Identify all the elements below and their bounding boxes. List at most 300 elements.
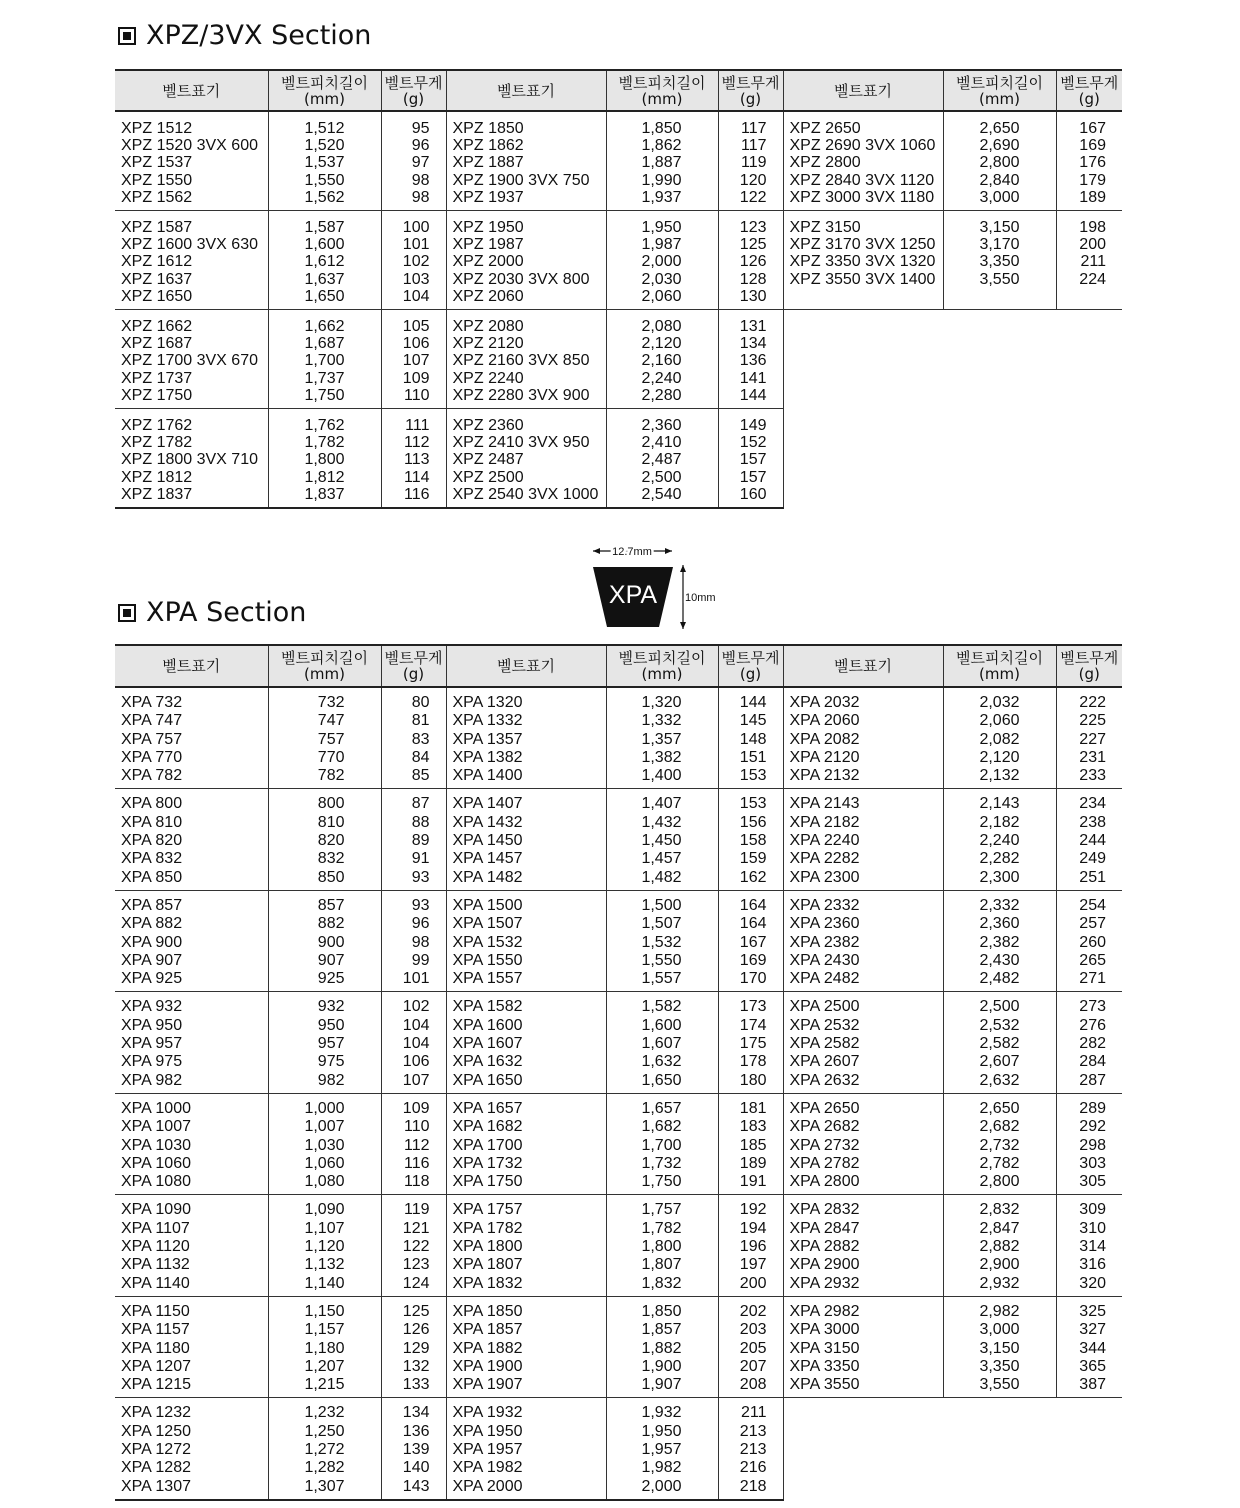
header-pitch-length — [943, 70, 1056, 111]
belt-name-cell — [446, 890, 606, 992]
belt-weight: 148 — [739, 730, 767, 748]
belt-weight: 102 — [402, 253, 430, 271]
pitch-length-cell — [606, 789, 718, 891]
belt-weight: 119 — [740, 154, 767, 172]
belt-name: XPZ 2240 — [452, 369, 524, 387]
pitch-length-cell — [606, 211, 718, 310]
belt-weight: 117 — [740, 137, 767, 155]
pitch-length: 1,457 — [641, 850, 682, 868]
belt-weight: 151 — [739, 748, 767, 766]
belt-name: XPZ 1800 3VX 710 — [121, 451, 258, 469]
belt-weight: 179 — [1079, 171, 1106, 189]
belt-name: XPA 1650 — [452, 1071, 523, 1089]
belt-weight: 251 — [1079, 868, 1106, 886]
belt-name: XPZ 1812 — [121, 468, 193, 486]
pitch-length: 3,000 — [979, 188, 1020, 206]
pitch-length: 2,540 — [641, 485, 682, 503]
belt-weight: 153 — [739, 767, 767, 785]
header-belt-weight-line1: 벨트무게 — [384, 73, 443, 92]
table-row-group — [115, 409, 1122, 509]
belt-name: XPA 1080 — [121, 1173, 191, 1191]
belt-weight: 276 — [1079, 1016, 1106, 1034]
pitch-length-cell — [268, 992, 381, 1094]
belt-name: XPA 1700 — [452, 1136, 523, 1154]
belt-name: XPA 1600 — [452, 1016, 523, 1034]
belt-name: XPA 2182 — [789, 813, 860, 831]
pitch-length: 2,500 — [979, 998, 1020, 1016]
table-row-group — [115, 992, 1122, 1094]
belt-weight: 116 — [403, 1154, 430, 1172]
belt-name: XPA 3350 — [789, 1357, 860, 1375]
belt-weight: 98 — [411, 933, 430, 951]
belt-name: XPA 2832 — [789, 1201, 860, 1219]
pitch-length: 800 — [317, 795, 345, 813]
pitch-length: 2,582 — [979, 1035, 1020, 1053]
belt-name: XPA 2143 — [789, 795, 860, 813]
belt-name: XPZ 2690 3VX 1060 — [789, 137, 936, 155]
belt-name: XPZ 3550 3VX 1400 — [789, 270, 936, 288]
belt-name: XPZ 2800 — [789, 154, 861, 172]
belt-weight: 106 — [402, 335, 430, 353]
belt-weight-cell — [381, 310, 446, 409]
pitch-length: 1,862 — [641, 137, 682, 155]
xpa-title-text: XPA Section — [146, 597, 307, 628]
belt-weight-cell — [1056, 687, 1122, 789]
belt-name: XPA 2082 — [789, 730, 860, 748]
belt-weight: 196 — [739, 1238, 767, 1256]
pitch-length: 2,500 — [641, 468, 682, 486]
pitch-length: 810 — [317, 813, 345, 831]
header-belt-weight-line1: 벨트무게 — [1060, 73, 1119, 92]
belt-weight-cell — [718, 111, 783, 211]
pitch-length: 782 — [317, 767, 345, 785]
belt-name-cell — [446, 310, 606, 409]
belt-name: XPZ 1562 — [121, 188, 193, 206]
belt-weight: 126 — [739, 253, 767, 271]
belt-weight: 344 — [1079, 1339, 1106, 1357]
pitch-length-cell — [268, 1398, 381, 1500]
pitch-length: 2,382 — [979, 933, 1020, 951]
belt-weight: 287 — [1079, 1071, 1106, 1089]
pitch-length-cell — [606, 1296, 718, 1398]
belt-weight: 325 — [1079, 1302, 1106, 1320]
pitch-length-cell — [943, 1093, 1056, 1195]
belt-name: XPA 1807 — [452, 1256, 523, 1274]
xpz-belt-table — [115, 69, 1122, 509]
belt-weight-cell — [718, 687, 783, 789]
xpz-section-title — [118, 20, 371, 51]
header-belt-weight-unit: (g) — [739, 89, 762, 108]
pitch-length: 1,637 — [304, 270, 345, 288]
belt-name: XPA 2060 — [789, 712, 860, 730]
belt-weight: 189 — [1079, 188, 1106, 206]
belt-weight: 305 — [1079, 1173, 1106, 1191]
belt-name: XPZ 1650 — [121, 287, 193, 305]
belt-name: XPA 1180 — [121, 1339, 190, 1357]
belt-name: XPZ 2540 3VX 1000 — [452, 485, 599, 503]
belt-name: XPA 975 — [121, 1053, 183, 1071]
pitch-length: 2,280 — [641, 386, 682, 404]
pitch-length: 900 — [317, 933, 345, 951]
header-belt-name: 벨트표기 — [783, 70, 943, 111]
pitch-length: 1,030 — [304, 1136, 345, 1154]
belt-weight-cell — [1056, 1296, 1122, 1398]
pitch-length: 1,207 — [304, 1357, 345, 1375]
pitch-length: 2,060 — [641, 287, 682, 305]
belt-weight: 116 — [403, 485, 430, 503]
belt-name-cell — [783, 890, 943, 992]
pitch-length-cell — [606, 1093, 718, 1195]
pitch-length: 1,532 — [641, 933, 682, 951]
belt-weight: 309 — [1079, 1201, 1106, 1219]
belt-name: XPA 1382 — [452, 748, 523, 766]
belt-name: XPA 1782 — [452, 1219, 523, 1237]
belt-weight: 125 — [739, 236, 767, 254]
header-pitch-length — [606, 70, 718, 111]
pitch-length: 1,762 — [304, 417, 345, 435]
belt-name: XPA 3000 — [789, 1321, 860, 1339]
belt-name: XPZ 3000 3VX 1180 — [789, 188, 935, 206]
belt-weight-cell — [1056, 1195, 1122, 1297]
header-belt-weight — [381, 645, 446, 687]
pitch-length-cell — [943, 1195, 1056, 1297]
belt-weight: 282 — [1079, 1035, 1106, 1053]
belt-weight: 112 — [403, 434, 430, 452]
belt-name-cell — [115, 1195, 268, 1297]
belt-weight: 167 — [739, 933, 767, 951]
belt-weight: 84 — [411, 748, 430, 766]
belt-weight: 197 — [739, 1256, 767, 1274]
header-belt-weight — [718, 70, 783, 111]
pitch-length: 1,150 — [304, 1302, 345, 1320]
empty-cell — [783, 310, 943, 409]
pitch-length: 1,000 — [304, 1099, 345, 1117]
belt-weight: 104 — [402, 287, 430, 305]
belt-name: XPA 1282 — [121, 1459, 191, 1477]
pitch-length: 2,832 — [979, 1201, 1020, 1219]
pitch-length: 3,150 — [979, 219, 1020, 237]
belt-name-cell — [446, 1296, 606, 1398]
belt-weight-cell — [381, 687, 446, 789]
belt-weight: 234 — [1079, 795, 1106, 813]
table-row-group — [115, 789, 1122, 891]
belt-weight: 101 — [402, 970, 430, 988]
table-row-group — [115, 1093, 1122, 1195]
belt-name: XPA 1482 — [452, 868, 523, 886]
belt-name: XPA 2120 — [789, 748, 860, 766]
belt-name: XPA 882 — [121, 915, 183, 933]
belt-name: XPZ 2487 — [452, 451, 524, 469]
belt-name: XPA 1090 — [121, 1201, 191, 1219]
belt-weight: 104 — [402, 1016, 430, 1034]
belt-weight: 97 — [411, 154, 430, 172]
belt-weight: 173 — [739, 998, 767, 1016]
header-pitch-length — [268, 645, 381, 687]
belt-weight: 109 — [402, 369, 430, 387]
belt-name: XPA 2650 — [789, 1099, 860, 1117]
pitch-length: 2,000 — [641, 253, 682, 271]
pitch-length: 950 — [317, 1016, 345, 1034]
pitch-length: 1,990 — [641, 171, 682, 189]
belt-name: XPA 932 — [121, 998, 183, 1016]
width-dimension-label: 12.7mm — [612, 546, 652, 558]
pitch-length: 1,700 — [641, 1136, 682, 1154]
belt-weight: 211 — [740, 1404, 767, 1422]
belt-weight: 162 — [739, 868, 767, 886]
pitch-length-cell — [268, 409, 381, 509]
belt-name: XPA 2582 — [789, 1035, 860, 1053]
belt-name: XPZ 1850 — [452, 120, 524, 137]
belt-name: XPA 1750 — [452, 1173, 523, 1191]
pitch-length: 2,282 — [979, 850, 1020, 868]
empty-cell — [943, 310, 1056, 409]
pitch-length: 3,150 — [979, 1339, 1020, 1357]
belt-name: XPA 1060 — [121, 1154, 191, 1172]
header-belt-weight — [1056, 645, 1122, 687]
belt-weight: 123 — [402, 1256, 430, 1274]
pitch-length: 1,537 — [304, 154, 345, 172]
belt-weight-cell — [1056, 789, 1122, 891]
empty-cell — [783, 409, 943, 509]
pitch-length: 982 — [317, 1071, 345, 1089]
pitch-length-cell — [268, 890, 381, 992]
belt-weight: 145 — [739, 712, 767, 730]
pitch-length: 1,800 — [641, 1238, 682, 1256]
belt-weight: 164 — [739, 896, 767, 914]
belt-name: XPZ 1512 — [121, 120, 193, 137]
belt-name: XPA 1857 — [452, 1321, 523, 1339]
table-row-group — [115, 111, 1122, 211]
belt-name-cell — [115, 687, 268, 789]
belt-name: XPA 2332 — [789, 896, 860, 914]
belt-name: XPZ 2410 3VX 950 — [452, 434, 590, 452]
belt-name: XPZ 1520 3VX 600 — [121, 137, 258, 155]
pitch-length: 2,840 — [979, 171, 1020, 189]
belt-name: XPA 1357 — [452, 730, 523, 748]
pitch-length: 1,520 — [304, 137, 345, 155]
belt-weight: 96 — [411, 915, 430, 933]
pitch-length: 1,750 — [304, 386, 345, 404]
pitch-length: 1,837 — [304, 485, 345, 503]
pitch-length: 975 — [317, 1053, 345, 1071]
header-belt-weight-unit: (g) — [1078, 89, 1100, 108]
belt-name: XPA 1215 — [121, 1376, 191, 1394]
pitch-length: 1,320 — [641, 694, 682, 711]
belt-name: XPA 3550 — [789, 1376, 860, 1394]
belt-weight: 216 — [739, 1459, 767, 1477]
pitch-length: 2,800 — [979, 1173, 1020, 1191]
belt-name: XPA 1432 — [452, 813, 523, 831]
belt-weight: 98 — [411, 188, 430, 206]
pitch-length: 1,687 — [304, 335, 345, 353]
belt-weight: 130 — [739, 287, 767, 305]
header-pitch-length-line1: 벨트피치길이 — [618, 649, 706, 667]
belt-weight: 167 — [1079, 120, 1106, 137]
belt-name: XPA 2240 — [789, 832, 860, 850]
belt-name: XPA 1907 — [452, 1376, 523, 1394]
header-pitch-length — [606, 645, 718, 687]
belt-weight: 80 — [411, 694, 430, 711]
belt-name: XPA 810 — [121, 813, 183, 831]
header-belt-weight-line1: 벨트무게 — [721, 73, 780, 92]
belt-name: XPA 1107 — [121, 1219, 190, 1237]
belt-weight: 213 — [739, 1422, 767, 1440]
belt-weight: 105 — [402, 318, 430, 336]
belt-name: XPA 1507 — [452, 915, 523, 933]
belt-name: XPA 950 — [121, 1016, 183, 1034]
belt-name: XPA 957 — [121, 1035, 183, 1053]
belt-name: XPZ 2280 3VX 900 — [452, 386, 590, 404]
belt-name: XPZ 1637 — [121, 270, 193, 288]
pitch-length: 1,612 — [304, 253, 345, 271]
belt-weight: 120 — [739, 171, 767, 189]
belt-name: XPA 1682 — [452, 1118, 523, 1136]
belt-weight: 213 — [739, 1441, 767, 1459]
belt-weight: 157 — [739, 468, 767, 486]
empty-cell — [1056, 1398, 1122, 1500]
pitch-length-cell — [606, 111, 718, 211]
belt-weight: 327 — [1079, 1321, 1106, 1339]
pitch-length: 2,982 — [979, 1302, 1020, 1320]
belt-weight: 227 — [1079, 730, 1106, 748]
pitch-length-cell — [268, 687, 381, 789]
pitch-length: 1,557 — [641, 970, 682, 988]
belt-weight: 93 — [411, 896, 430, 914]
belt-name: XPA 1000 — [121, 1099, 191, 1117]
belt-name: XPZ 1782 — [121, 434, 193, 452]
pitch-length-cell — [943, 890, 1056, 992]
pitch-length: 1,357 — [641, 730, 682, 748]
belt-weight-cell — [1056, 211, 1122, 310]
belt-weight-cell — [718, 1398, 783, 1500]
belt-weight: 140 — [402, 1459, 430, 1477]
pitch-length: 2,000 — [641, 1477, 682, 1495]
belt-name: XPA 782 — [121, 767, 183, 785]
belt-name: XPA 2430 — [789, 951, 860, 969]
belt-name-cell — [115, 890, 268, 992]
belt-weight: 134 — [402, 1404, 430, 1422]
belt-name: XPA 1582 — [452, 998, 523, 1016]
belt-name: XPA 1140 — [121, 1274, 190, 1292]
pitch-length: 1,832 — [641, 1274, 682, 1292]
pitch-length: 2,360 — [979, 915, 1020, 933]
pitch-length: 1,700 — [304, 352, 345, 370]
belt-name: XPA 1900 — [452, 1357, 523, 1375]
belt-name-cell — [446, 789, 606, 891]
belt-name: XPZ 1587 — [121, 219, 193, 237]
table-row-group — [115, 310, 1122, 409]
pitch-length: 1,757 — [641, 1201, 682, 1219]
pitch-length-cell — [268, 310, 381, 409]
belt-name: XPA 2032 — [789, 694, 860, 711]
belt-name: XPZ 1900 3VX 750 — [452, 171, 590, 189]
belt-name: XPZ 1887 — [452, 154, 524, 172]
pitch-length: 1,007 — [304, 1118, 345, 1136]
pitch-length: 2,240 — [979, 832, 1020, 850]
belt-name: XPZ 2500 — [452, 468, 524, 486]
belt-weight: 93 — [411, 868, 430, 886]
pitch-length: 2,482 — [979, 970, 1020, 988]
pitch-length: 1,512 — [304, 120, 345, 137]
belt-weight: 316 — [1079, 1256, 1106, 1274]
belt-name: XPA 2847 — [789, 1219, 860, 1237]
belt-weight-cell — [1056, 992, 1122, 1094]
header-pitch-length-unit: (mm) — [641, 665, 683, 683]
belt-name-cell — [783, 992, 943, 1094]
belt-name: XPA 2607 — [789, 1053, 860, 1071]
belt-weight-cell — [381, 1296, 446, 1398]
belt-name-cell — [446, 1195, 606, 1297]
belt-weight: 265 — [1079, 951, 1106, 969]
header-belt-weight-line1: 벨트무게 — [721, 649, 780, 667]
belt-name: XPZ 3150 — [789, 219, 861, 237]
pitch-length-cell — [943, 992, 1056, 1094]
belt-name: XPZ 2000 — [452, 253, 524, 271]
pitch-length: 1,272 — [304, 1441, 345, 1459]
header-pitch-length — [943, 645, 1056, 687]
belt-name: XPA 820 — [121, 832, 183, 850]
belt-name: XPZ 1837 — [121, 485, 193, 503]
pitch-length: 1,132 — [304, 1256, 345, 1274]
pitch-length-cell — [943, 111, 1056, 211]
belt-name: XPA 1157 — [121, 1321, 190, 1339]
pitch-length: 1,550 — [641, 951, 682, 969]
belt-name: XPZ 2120 — [452, 335, 524, 353]
belt-weight: 191 — [739, 1173, 767, 1191]
belt-weight: 114 — [403, 468, 430, 486]
pitch-length: 732 — [317, 694, 345, 711]
belt-name: XPA 1250 — [121, 1422, 191, 1440]
pitch-length: 2,360 — [641, 417, 682, 435]
belt-weight: 225 — [1079, 712, 1106, 730]
pitch-length: 2,143 — [979, 795, 1020, 813]
belt-weight-cell — [1056, 1093, 1122, 1195]
belt-name-cell — [446, 1093, 606, 1195]
pitch-length: 1,807 — [641, 1256, 682, 1274]
belt-weight: 183 — [739, 1118, 767, 1136]
pitch-length: 2,650 — [979, 1099, 1020, 1117]
belt-name: XPA 850 — [121, 868, 183, 886]
belt-name: XPZ 2060 — [452, 287, 524, 305]
belt-weight: 144 — [739, 386, 767, 404]
belt-weight: 95 — [411, 120, 430, 137]
belt-name: XPZ 1700 3VX 670 — [121, 352, 258, 370]
belt-weight: 260 — [1079, 933, 1106, 951]
pitch-length: 820 — [317, 832, 345, 850]
pitch-length: 757 — [317, 730, 345, 748]
belt-weight: 110 — [403, 386, 430, 404]
pitch-length: 1,782 — [304, 434, 345, 452]
pitch-length: 2,847 — [979, 1219, 1020, 1237]
belt-weight: 141 — [739, 369, 767, 387]
table-row-group — [115, 1195, 1122, 1297]
pitch-length: 2,782 — [979, 1154, 1020, 1172]
belt-weight: 303 — [1079, 1154, 1106, 1172]
pitch-length: 2,882 — [979, 1238, 1020, 1256]
header-pitch-length-unit: (mm) — [641, 89, 683, 108]
belt-weight: 174 — [739, 1016, 767, 1034]
belt-weight: 111 — [405, 417, 430, 435]
belt-weight: 189 — [739, 1154, 767, 1172]
header-belt-weight-line1: 벨트무게 — [384, 649, 443, 667]
pitch-length: 1,812 — [304, 468, 345, 486]
belt-name: XPA 1557 — [452, 970, 523, 988]
belt-name-cell — [115, 211, 268, 310]
pitch-length: 1,682 — [641, 1118, 682, 1136]
belt-name: XPZ 1950 — [452, 219, 524, 237]
header-belt-weight-unit: (g) — [739, 665, 762, 683]
pitch-length: 1,550 — [304, 171, 345, 189]
